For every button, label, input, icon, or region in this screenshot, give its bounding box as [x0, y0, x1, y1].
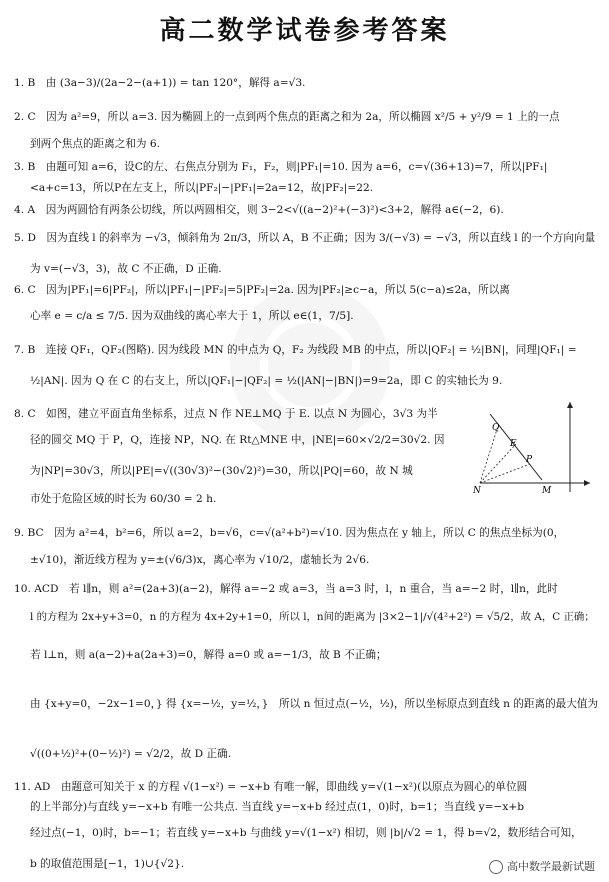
answer-line-1: 1. B 由 (3a−3)/(2a−2−(a+1)) = tan 120°，解得 a=√3. [14, 77, 306, 89]
answer-line-6: 4. A 因为两圆恰有两条公切线，所以两圆相交，则 3−2<√((a−2)²+(−3)²)<3+2，解得 a∈(−2，6). [14, 204, 504, 216]
answer-line-3: 到两个焦点的距离之和为 6. [30, 138, 161, 150]
answer-line-25: 的上半部分)与直线 y=−x+b 有唯一公共点. 当直线 y=−x+b 经过点(1，0)时，b=1；当直线 y=−x+b [30, 801, 524, 813]
answer-line-26: 经过点(−1，0)时，b=−1；若直线 y=−x+b 与曲线 y=√(1−x²) 相切，则 |b|/√2 = 1，得 b=√2，数形结合可知， [30, 827, 582, 839]
answer-line-17: 9. BC 因为 a²=4，b²=6，所以 a=2，b=√6，c=√(a²+b²)=√10. 因为焦点在 y 轴上，所以 C 的焦点坐标为(0， [14, 527, 565, 539]
answer-line-14: 径的圆交 MQ 于 P，Q，连接 NP，NQ. 在 Rt△MNE 中，|NE|=60×√2/2=30√2. 因 [30, 434, 445, 446]
answer-line-7: 5. D 因为直线 l 的斜率为 −√3，倾斜角为 2π/3，所以 A，B 不正确；因为 3/(−√3) = −√3，所以直线 l 的一个方向向量 [14, 232, 596, 244]
figure-q8-diagram [470, 400, 595, 495]
answer-line-4: 3. B 由题可知 a=6，设C的左、右焦点分别为 F₁，F₂，则|PF₁|=10. 因为 a=6，c=√(36+13)=7，所以|PF₁| [14, 161, 548, 173]
answer-line-27: b 的取值范围是[−1，1)∪{√2}. [30, 858, 185, 870]
answer-line-18: ±√10)，渐近线方程为 y=±(√6/3)x，离心率为 √10/2，虚轴长为 2√6. [30, 554, 370, 566]
answer-line-12: ½|AN|. 因为 Q 在 C 的右支上，所以|QF₁|−|QF₂| = ½(|AN|−|BN|)=9=2a，即 C 的实轴长为 9. [30, 375, 503, 387]
answer-line-22: 由 {x+y=0，−2x−1=0，} 得 {x=−½，y=½，} 所以 n 恒过点(−½，½)，所以坐标原点到直线 n 的距离的最大值为 [30, 698, 599, 710]
figure-label-n: N [473, 486, 481, 495]
source-watermark [489, 858, 595, 874]
answer-line-5: <a+c=13，所以P在左支上，所以|PF₂|−|PF₁|=2a=12，故|PF₂|=22. [30, 182, 374, 194]
answer-line-21: 若 l⊥n，则 a(a−2)+a(2a+3)=0，解得 a=0 或 a=−1/3，故 B 不正确； [30, 649, 387, 661]
wechat-icon [489, 860, 503, 874]
figure-label-p: P [526, 455, 533, 465]
answer-line-8: 为 v=(−√3，3)，故 C 不正确，D 正确. [30, 263, 222, 275]
figure-label-q: Q [492, 423, 500, 433]
answer-line-11: 7. B 连接 QF₁，QF₂(图略). 因为线段 MN 的中点为 Q，F₂ 为线段 MB 的中点，所以|QF₂| = ½|BN|，同理|QF₁| = [14, 344, 577, 356]
answer-line-9: 6. C 因为|PF₁|=6|PF₂|，所以|PF₁|−|PF₂|=5|PF₂|=2a. 因为|PF₂|≥c−a，所以 5(c−a)≤2a，所以离 [14, 284, 510, 296]
answer-line-16: 市处于危险区域的时长为 60/30 = 2 h. [30, 493, 217, 505]
answer-line-20: l 的方程为 2x+y+3=0，n 的方程为 4x+2y+1=0，所以 l，n间的距离为 |3×2−1|/√(4²+2²) = √5/2，故 A，C 正确； [30, 611, 595, 623]
figure-label-m: M [542, 486, 552, 495]
answer-line-23: √((0+½)²+(0−½)²) = √2/2，故 D 正确. [30, 748, 232, 760]
answer-line-15: 为|NP|=30√3，所以|PE|=√((30√3)²−(30√2)²)=30，所以|PQ|=60，故 N 城 [30, 465, 413, 477]
answer-line-13: 8. C 如图，建立平面直角坐标系，过点 N 作 NE⊥MQ 于 E. 以点 N 为圆心，3√3 为半 [14, 408, 438, 420]
page-title: 高二数学试卷参考答案 [159, 16, 450, 46]
answer-line-24: 11. AD 由题意可知关于 x 的方程 √(1−x²) = −x+b 有唯一解，即曲线 y=√(1−x²)(以原点为圆心的单位圆 [14, 781, 528, 793]
source-watermark-text: 高中数学最新试题 [507, 860, 595, 873]
answer-line-2: 2. C 因为 a²=9，所以 a=3. 因为椭圆上的一点到两个焦点的距离之和为 2a，所以椭圆 x²/5 + y²/9 = 1 上的一点 [14, 111, 560, 123]
answer-line-10: 心率 e = c/a ≤ 7/5. 因为双曲线的离心率大于 1，所以 e∈(1，7/5]. [30, 310, 354, 322]
answer-line-19: 10. ACD 若 l∥n，则 a²=(2a+3)(a−2)，解得 a=−2 或 a=3，当 a=3 时，l，n 重合，当 a=−2 时，l∥n，此时 [14, 583, 558, 595]
figure-label-e: E [510, 439, 517, 449]
